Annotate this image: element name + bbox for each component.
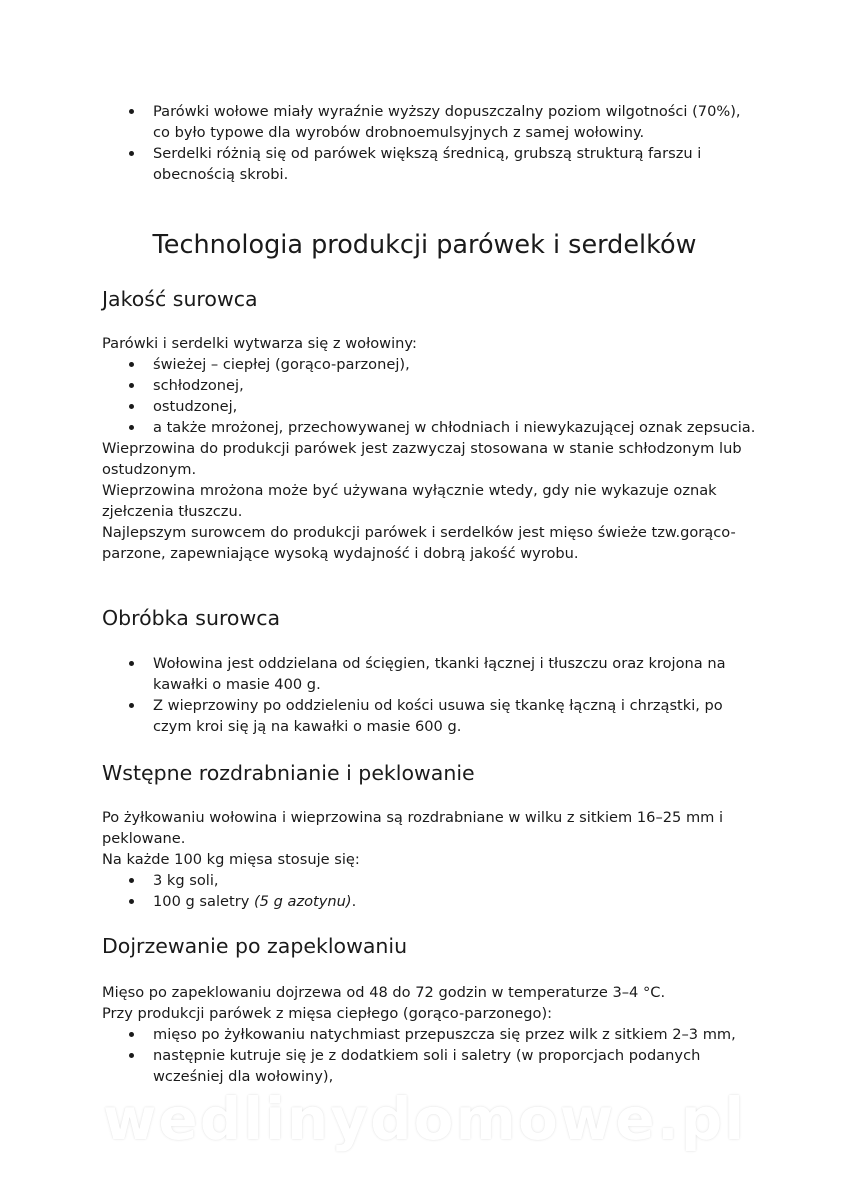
dojrzewanie-list xyxy=(102,1024,762,1087)
list-item-end-text: . xyxy=(351,893,357,910)
bullet-icon xyxy=(129,109,134,114)
list-item xyxy=(102,1045,762,1087)
bullet-icon xyxy=(129,661,134,666)
bullet-icon xyxy=(129,1032,134,1037)
list-item-text: 100 g saletry xyxy=(153,893,254,910)
section-dojrzewanie-body xyxy=(102,982,762,1087)
list-item-text: świeżej – ciepłej (gorąco-parzonej), xyxy=(153,356,410,373)
obrobka-list xyxy=(102,653,762,737)
page-title: Technologia produkcji parówek i serdelków xyxy=(152,230,697,260)
paragraph: Wieprzowina mrożona może być używana wyłącznie wtedy, gdy nie wykazuje oznak zjełczenia tłuszczu. xyxy=(102,482,717,520)
section-heading-obrobka: Obróbka surowca xyxy=(102,606,281,630)
bullet-icon xyxy=(129,703,134,708)
section-rozdrabnianie-body xyxy=(102,807,762,912)
bullet-icon xyxy=(129,1053,134,1058)
list-item xyxy=(102,1024,762,1045)
watermark: wedlinydomowe.pl xyxy=(102,1085,747,1153)
paragraph: Wieprzowina do produkcji parówek jest zazwyczaj stosowana w stanie schłodzonym lub ostudzonym. xyxy=(102,440,742,478)
bullet-icon xyxy=(129,151,134,156)
section-heading-dojrzewanie: Dojrzewanie po zapeklowaniu xyxy=(102,934,408,958)
list-item-text: Z wieprzowiny po oddzieleniu od kości usuwa się tkankę łączną i chrząstki, po czym kroi się ją na kawałki o masie 600 g. xyxy=(153,697,723,735)
list-item xyxy=(102,143,762,185)
list-item-text: 3 kg soli, xyxy=(153,872,219,889)
section-heading-rozdrabnianie: Wstępne rozdrabnianie i peklowanie xyxy=(102,761,475,785)
bullet-icon xyxy=(129,899,134,904)
jakosc-list xyxy=(102,354,762,438)
list-item-text: schłodzonej, xyxy=(153,377,244,394)
list-item-text: mięso po żyłkowaniu natychmiast przepuszcza się przez wilk z sitkiem 2–3 mm, xyxy=(153,1026,736,1043)
bullet-icon xyxy=(129,404,134,409)
list-item xyxy=(102,354,762,375)
list-item xyxy=(102,101,762,143)
list-item-text: następnie kutruje się je z dodatkiem soli i saletry (w proporcjach podanych wcześniej dla wołowiny), xyxy=(153,1047,701,1085)
list-item xyxy=(102,653,762,695)
list-item-italic-text: (5 g azotynu) xyxy=(253,893,352,910)
section-jakosc-body xyxy=(102,333,762,564)
list-item-text: Wołowina jest oddzielana od ścięgien, tkanki łącznej i tłuszczu oraz krojona na kawałki o masie 400 g. xyxy=(153,655,726,693)
list-item-text: Parówki wołowe miały wyraźnie wyższy dopuszczalny poziom wilgotności (70%), co było typowe dla wyrobów drobnoemulsyjnych z samej wołowiny. xyxy=(153,103,741,141)
list-item xyxy=(102,695,762,737)
paragraph: Najlepszym surowcem do produkcji parówek i serdelków jest mięso świeże tzw.gorąco-parzone, zapewniające wysoką wydajność i dobrą jakość wyrobu. xyxy=(102,524,736,562)
list-item-text: Serdelki różnią się od parówek większą średnicą, grubszą strukturą farszu i obecnością skrobi. xyxy=(153,145,702,183)
list-item xyxy=(102,870,762,891)
list-item-text: ostudzonej, xyxy=(153,398,238,415)
list-item xyxy=(102,891,762,912)
list-item-text: a także mrożonej, przechowywanej w chłodniach i niewykazującej oznak zepsucia. xyxy=(153,419,756,436)
paragraph: Na każde 100 kg mięsa stosuje się: xyxy=(102,851,360,868)
intro-list xyxy=(102,101,762,185)
section-heading-jakosc: Jakość surowca xyxy=(102,287,258,311)
list-item xyxy=(102,417,762,438)
bullet-icon xyxy=(129,425,134,430)
paragraph: Mięso po zapeklowaniu dojrzewa od 48 do 72 godzin w temperaturze 3–4 °C. xyxy=(102,984,666,1001)
paragraph: Przy produkcji parówek z mięsa ciepłego (gorąco-parzonego): xyxy=(102,1005,553,1022)
paragraph: Po żyłkowaniu wołowina i wieprzowina są rozdrabniane w wilku z sitkiem 16–25 mm i peklowane. xyxy=(102,809,724,847)
bullet-icon xyxy=(129,878,134,883)
intro-list-block xyxy=(102,101,762,185)
list-item xyxy=(102,375,762,396)
bullet-icon xyxy=(129,383,134,388)
section-obrobka-body xyxy=(102,653,762,737)
list-item xyxy=(102,396,762,417)
bullet-icon xyxy=(129,362,134,367)
paragraph: Parówki i serdelki wytwarza się z wołowiny: xyxy=(102,335,417,352)
rozdrabnianie-list xyxy=(102,870,762,912)
